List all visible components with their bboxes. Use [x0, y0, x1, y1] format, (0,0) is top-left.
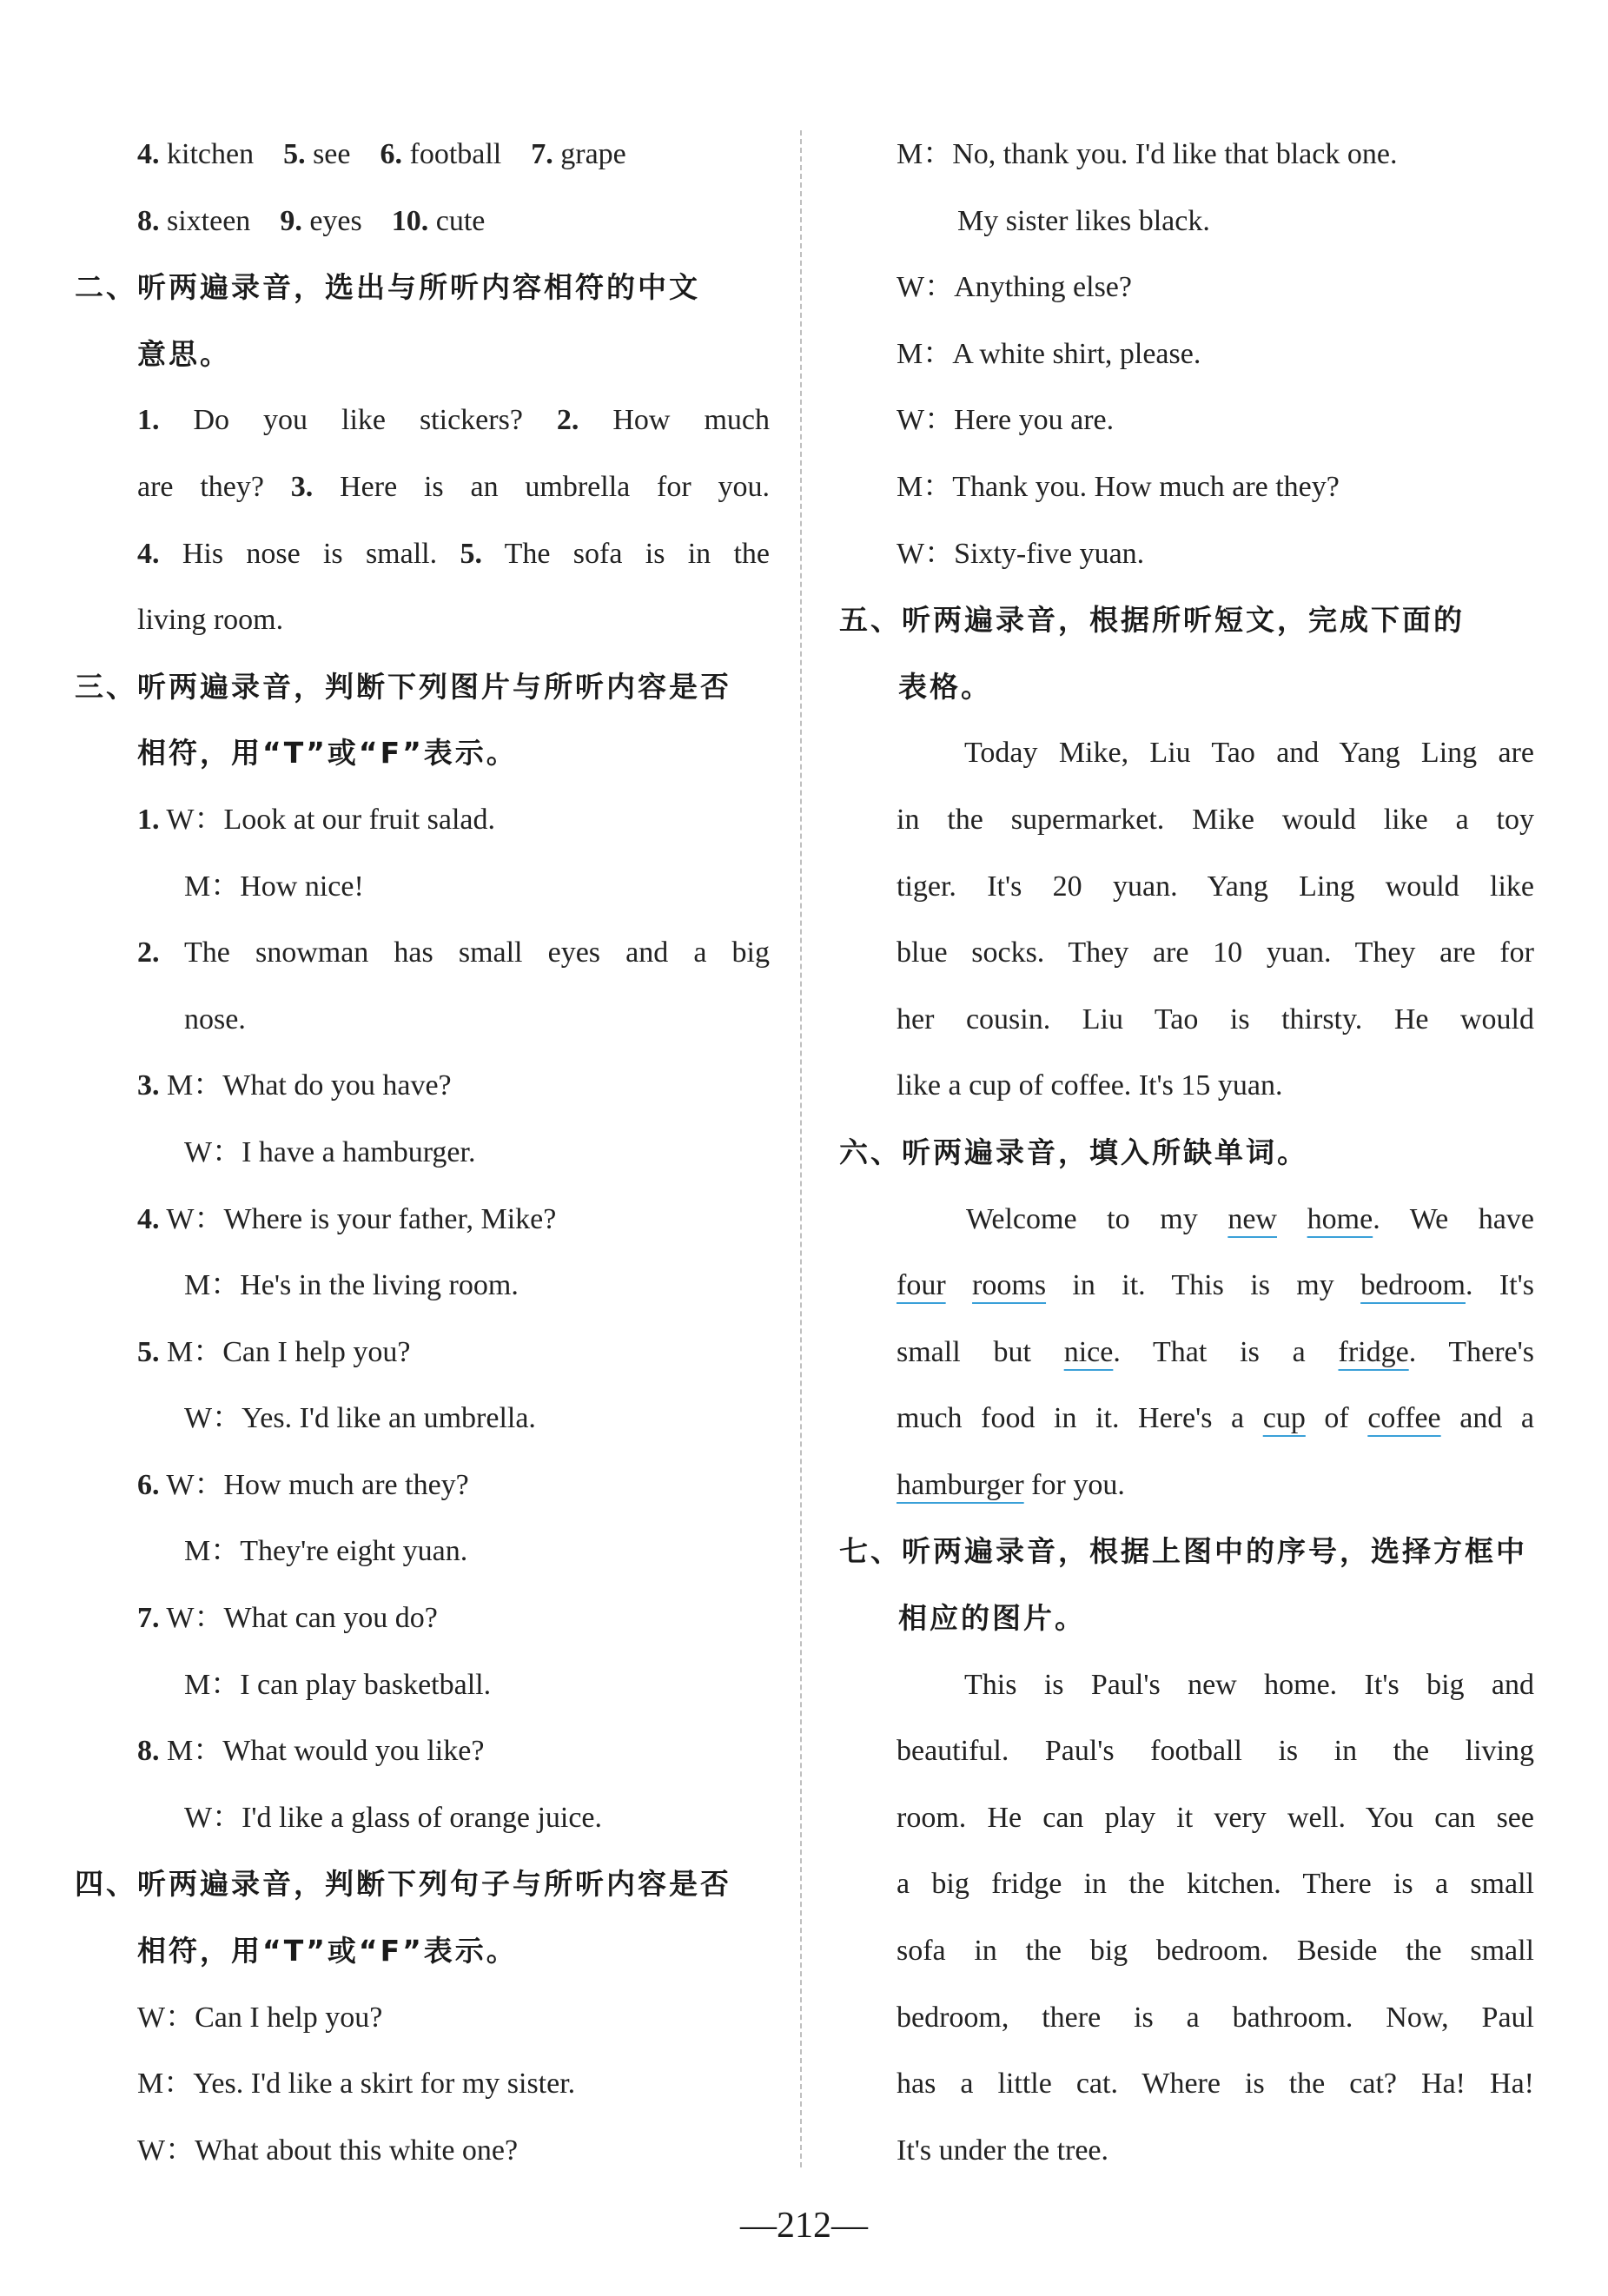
transcript-line: M：He's in the living room. — [184, 1269, 519, 1302]
transcript-line: M：Thank you. How much are they? — [897, 470, 1340, 503]
passage-text: and a — [1440, 1402, 1534, 1435]
transcript-line: M：Yes. I'd like a skirt for my sister. — [137, 2068, 576, 2101]
answer-word: eyes — [309, 204, 362, 237]
answer-word: kitchen — [167, 138, 255, 170]
transcript-line: W：Can I help you? — [137, 2001, 383, 2034]
filled-blank: fridge — [1338, 1335, 1409, 1368]
transcript-line: M：They're eight yuan. — [184, 1535, 468, 1568]
transcript-line — [75, 521, 770, 588]
answer-word: see — [313, 138, 351, 170]
filled-blank: rooms — [972, 1269, 1047, 1302]
answer-word: football — [409, 138, 502, 170]
item-number: 4. — [137, 1202, 160, 1235]
transcript-line — [75, 1585, 770, 1652]
passage-line: This is Paul's new home. It's big and — [964, 1668, 1534, 1701]
item-text: W：Look at our fruit salad. — [166, 803, 496, 836]
answer-line — [75, 189, 770, 255]
section-2-heading-cont: 意思。 — [137, 336, 231, 371]
item-text: M：What would you like? — [167, 1735, 485, 1768]
transcript-line: W：What about this white one? — [137, 2134, 519, 2167]
passage-text: . That is a — [1113, 1335, 1339, 1368]
filled-blank: coffee — [1367, 1402, 1441, 1435]
transcript-line: M：No, thank you. I'd like that black one. — [897, 138, 1398, 170]
section-7-heading: 七、听两遍录音，根据上图中的序号，选择方框中 — [839, 1534, 1527, 1569]
transcript-line: M：A white shirt, please. — [897, 337, 1201, 370]
section-4-heading-cont: 相符，用“T”或“F”表示。 — [137, 1934, 518, 1968]
passage-line: has a little cat. Where is the cat? Ha! Ha! — [897, 2068, 1534, 2101]
item-text: are they? — [137, 470, 264, 503]
passage-text: in it. This is my — [1046, 1269, 1361, 1302]
section-5-heading: 五、听两遍录音，根据所听短文，完成下面的 — [839, 603, 1465, 638]
transcript-line: W：Sixty-five yuan. — [897, 537, 1145, 570]
passage-line: beautiful. Paul's football is in the living — [897, 1735, 1534, 1768]
item-number: 7. — [137, 1602, 160, 1635]
passage-text: . It's — [1466, 1269, 1535, 1302]
column-divider — [800, 130, 802, 2167]
filled-blank: home — [1307, 1202, 1373, 1235]
item-number: 1. — [137, 404, 160, 437]
item-text: W：How much are they? — [166, 1468, 469, 1501]
transcript-line — [75, 387, 770, 454]
item-text: The sofa is in the — [504, 537, 771, 570]
transcript-line — [75, 1320, 770, 1386]
passage-line: a big fridge in the kitchen. There is a small — [897, 1868, 1534, 1901]
passage-line: It's under the tree. — [897, 2134, 1109, 2167]
transcript-line — [75, 1187, 770, 1254]
item-number: 2. — [137, 936, 160, 969]
passage-text: much food in it. Here's a — [897, 1402, 1263, 1435]
item-number: 4. — [137, 537, 160, 570]
passage-line: blue socks. They are 10 yuan. They are for — [897, 936, 1534, 969]
item-number: 10. — [391, 204, 429, 237]
transcript-line: M：I can play basketball. — [184, 1668, 492, 1701]
filled-blank: new — [1228, 1202, 1277, 1235]
transcript-line — [75, 787, 770, 854]
section-4-heading: 四、听两遍录音，判断下列句子与所听内容是否 — [75, 1867, 731, 1902]
passage-text: small but — [897, 1335, 1064, 1368]
answer-line — [75, 122, 770, 189]
transcript-line: living room. — [137, 604, 284, 637]
passage-line: Today Mike, Liu Tao and Yang Ling are — [964, 737, 1534, 770]
item-text: Here is an umbrella for you. — [340, 470, 771, 503]
section-3-heading-cont: 相符，用“T”或“F”表示。 — [137, 736, 518, 771]
filled-blank: nice — [1063, 1335, 1114, 1368]
item-number: 5. — [137, 1335, 160, 1368]
transcript-line: nose. — [184, 1002, 246, 1036]
item-text: M：Can I help you? — [167, 1335, 411, 1368]
transcript-line: W：Anything else? — [897, 271, 1132, 304]
passage-line: her cousin. Liu Tao is thirsty. He would — [897, 1002, 1534, 1036]
transcript-line — [75, 1053, 770, 1120]
passage-text: for you. — [1023, 1468, 1125, 1501]
item-text: M：What do you have? — [167, 1069, 452, 1102]
passage-line — [839, 1452, 1534, 1519]
answer-word: grape — [560, 138, 626, 170]
passage-text: . We have — [1373, 1202, 1534, 1235]
item-text: The snowman has small eyes and a big — [184, 936, 770, 969]
passage-text: Welcome to my — [966, 1202, 1228, 1235]
transcript-line: W：Yes. I'd like an umbrella. — [184, 1402, 536, 1435]
passage-text — [1277, 1203, 1307, 1235]
item-number: 8. — [137, 1735, 160, 1768]
transcript-line — [75, 454, 770, 521]
left-column — [75, 122, 770, 2184]
item-number: 4. — [137, 138, 160, 170]
passage-line: in the supermarket. Mike would like a toy — [897, 803, 1534, 836]
filled-blank: hamburger — [897, 1468, 1024, 1501]
item-number: 3. — [137, 1069, 160, 1102]
item-number: 8. — [137, 204, 160, 237]
right-column — [839, 122, 1534, 2184]
section-3-heading: 三、听两遍录音，判断下列图片与所听内容是否 — [75, 669, 731, 704]
section-5-heading-cont: 表格。 — [898, 669, 992, 704]
passage-text: of — [1305, 1402, 1368, 1435]
answer-word: sixteen — [167, 204, 251, 237]
passage-text — [946, 1269, 972, 1301]
passage-line: sofa in the big bedroom. Beside the small — [897, 1935, 1534, 1968]
section-2-heading: 二、听两遍录音，选出与所听内容相符的中文 — [75, 270, 700, 305]
passage-line — [839, 1386, 1534, 1452]
transcript-line: W：Here you are. — [897, 404, 1115, 437]
item-text: W：What can you do? — [166, 1602, 438, 1635]
item-number: 3. — [290, 470, 314, 503]
item-number: 1. — [137, 803, 160, 836]
passage-line: like a cup of coffee. It's 15 yuan. — [897, 1069, 1283, 1102]
passage-line — [839, 1187, 1534, 1254]
section-6-heading: 六、听两遍录音，填入所缺单词。 — [839, 1135, 1308, 1169]
passage-line — [839, 1253, 1534, 1320]
item-text: W：Where is your father, Mike? — [166, 1202, 557, 1235]
transcript-line: My sister likes black. — [957, 204, 1210, 237]
passage-text: . There's — [1408, 1335, 1534, 1368]
filled-blank: four — [897, 1269, 946, 1302]
item-text: His nose is small. — [182, 537, 438, 570]
item-number: 7. — [531, 138, 553, 170]
transcript-line: W：I have a hamburger. — [184, 1135, 476, 1168]
section-7-heading-cont: 相应的图片。 — [898, 1601, 1086, 1636]
item-text: How much — [612, 404, 770, 437]
filled-blank: bedroom — [1360, 1269, 1466, 1302]
item-text: Do you like stickers? — [193, 404, 523, 437]
filled-blank: cup — [1262, 1402, 1306, 1435]
item-number: 2. — [556, 404, 579, 437]
transcript-line — [75, 1718, 770, 1785]
passage-line: tiger. It's 20 yuan. Yang Ling would like — [897, 870, 1534, 903]
passage-line — [839, 1320, 1534, 1386]
item-number: 5. — [460, 537, 482, 570]
passage-line: bedroom, there is a bathroom. Now, Paul — [897, 2001, 1534, 2034]
transcript-line — [75, 920, 770, 987]
page-number: —212— — [740, 2206, 868, 2246]
passage-line: room. He can play it very well. You can see — [897, 1801, 1534, 1834]
transcript-line — [75, 1452, 770, 1519]
transcript-line: M：How nice! — [184, 870, 364, 903]
item-number: 5. — [283, 138, 306, 170]
transcript-line: W：I'd like a glass of orange juice. — [184, 1801, 603, 1834]
item-number: 6. — [380, 138, 402, 170]
answer-word: cute — [435, 204, 486, 237]
item-number: 6. — [137, 1468, 160, 1501]
item-number: 9. — [280, 204, 302, 237]
